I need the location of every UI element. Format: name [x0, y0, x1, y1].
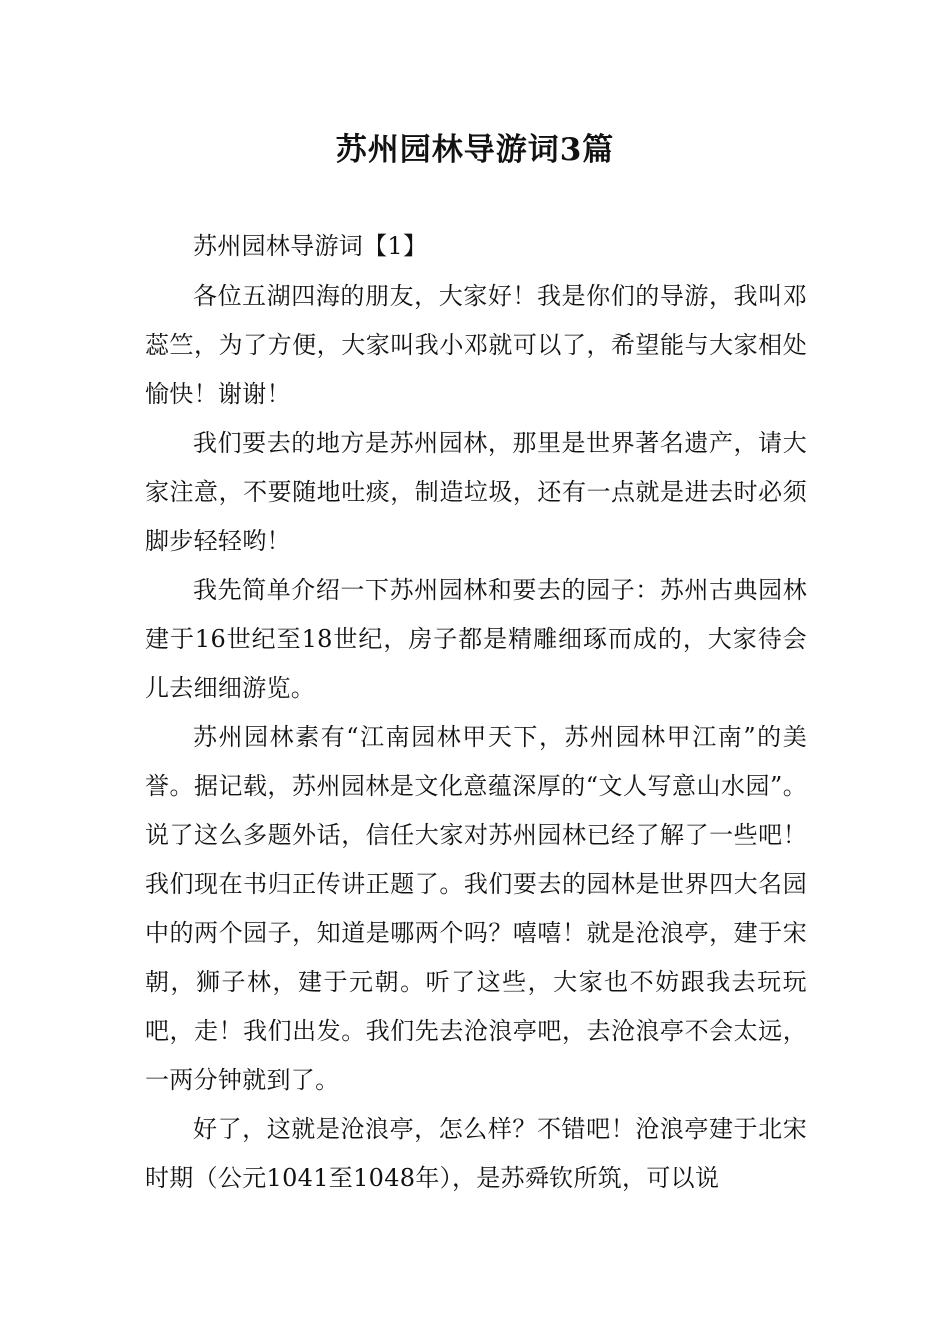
paragraph-reputation: 苏州园林素有“江南园林甲天下，苏州园林甲江南”的美誉。据记载，苏州园林是文化意蕴深厚的“文人写意山水园”。说了这么多题外话，信任大家对苏州园林已经了解了一些吧！我们现在书归正传讲正题了。我们要去的园林是世界四大名园中的两个园子，知道是哪两个吗？嘻嘻！就是沧浪亭，建于宋朝，狮子林，建于元朝。听了这些，大家也不妨跟我去玩玩吧，走！我们出发。我们先去沧浪亭吧，去沧浪亭不会太远，一两分钟就到了。 — [145, 723, 807, 1094]
document-title: 苏州园林导游词3篇 — [335, 132, 615, 168]
section-heading: 苏州园林导游词【1】 — [193, 232, 428, 260]
paragraph-destination: 我们要去的地方是苏州园林，那里是世界著名遗产，请大家注意，不要随地吐痰，制造垃圾，还有一点就是进去时必须脚步轻轻哟！ — [145, 429, 807, 555]
paragraph-introduction: 我先简单介绍一下苏州园林和要去的园子：苏州古典园林建于16世纪至18世纪，房子都是精雕细琢而成的，大家待会儿去细细游览。 — [145, 576, 807, 702]
paragraph-greeting: 各位五湖四海的朋友，大家好！我是你们的导游，我叫邓蕊竺，为了方便，大家叫我小邓就可以了，希望能与大家相处愉快！谢谢！ — [145, 282, 807, 408]
paragraph-canglang-pavilion: 好了，这就是沧浪亭，怎么样？不错吧！沧浪亭建于北宋时期（公元1041至1048年），是苏舜钦所筑，可以说 — [145, 1115, 807, 1192]
document-body — [145, 222, 807, 1203]
